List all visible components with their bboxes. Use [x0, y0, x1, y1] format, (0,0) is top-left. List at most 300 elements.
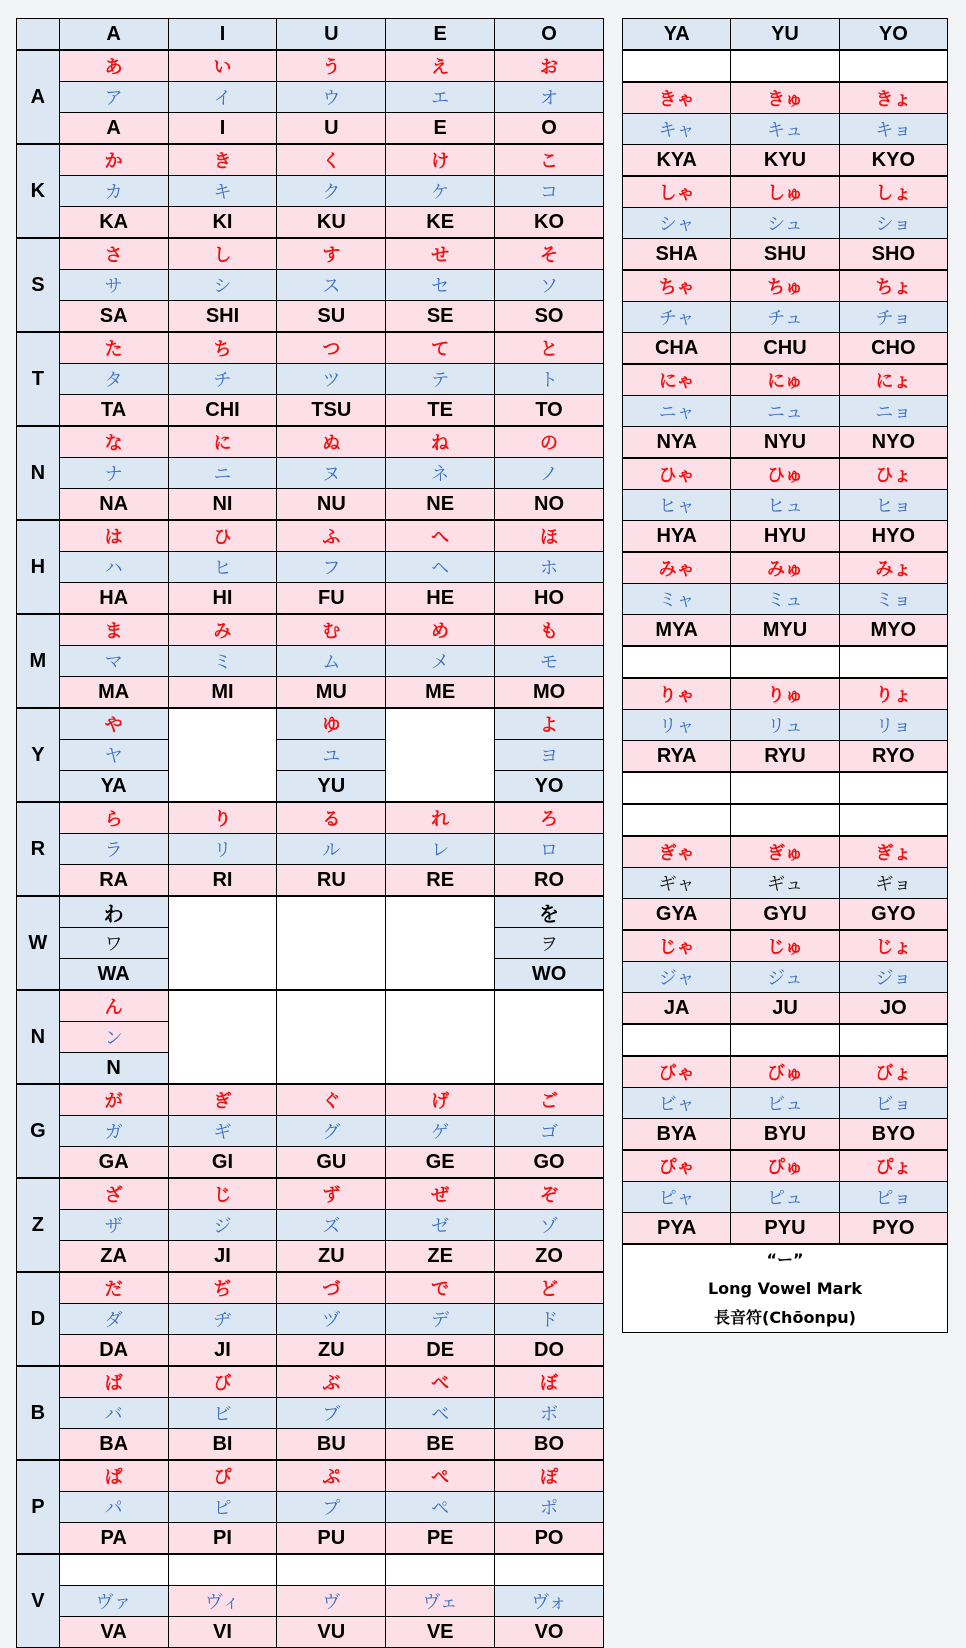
- yoon-row: [623, 868, 948, 899]
- empty-cell: [386, 990, 495, 1084]
- romaji-cell: SHI: [168, 301, 277, 333]
- katakana-cell: モ: [495, 646, 604, 677]
- hiragana-cell: い: [168, 50, 277, 82]
- yoon-romaji-cell: RYO: [839, 741, 947, 773]
- hiragana-cell: げ: [386, 1084, 495, 1116]
- romaji-cell: CHI: [168, 395, 277, 427]
- romaji-cell: MA: [59, 677, 168, 709]
- row-label: T: [17, 332, 60, 426]
- yoon-romaji-cell: MYU: [731, 615, 839, 647]
- katakana-cell: ウ: [277, 82, 386, 113]
- hiragana-cell: じ: [168, 1178, 277, 1210]
- hiragana-cell: は: [59, 520, 168, 552]
- yoon-katakana-cell: ギョ: [839, 868, 947, 899]
- yoon-row: [623, 208, 948, 239]
- hiragana-cell: ざ: [59, 1178, 168, 1210]
- yoon-row: [623, 1119, 948, 1151]
- kana-row: [17, 1523, 604, 1555]
- katakana-cell: ム: [277, 646, 386, 677]
- romaji-cell: RE: [386, 865, 495, 897]
- katakana-cell: プ: [277, 1492, 386, 1523]
- yoon-romaji-cell: SHO: [839, 239, 947, 271]
- yoon-katakana-cell: ジャ: [623, 962, 731, 993]
- yoon-hiragana-cell: ぎゃ: [623, 836, 731, 868]
- yoon-row: [623, 521, 948, 553]
- row-label: B: [17, 1366, 60, 1460]
- romaji-cell: TO: [495, 395, 604, 427]
- empty-cell: [495, 990, 604, 1084]
- yoon-hiragana-cell: びょ: [839, 1056, 947, 1088]
- romaji-cell: WA: [59, 959, 168, 991]
- row-label: K: [17, 144, 60, 238]
- hiragana-cell: ろ: [495, 802, 604, 834]
- kana-row: [17, 1460, 604, 1492]
- yoon-row: [623, 993, 948, 1025]
- yoon-hiragana-cell: びゃ: [623, 1056, 731, 1088]
- romaji-cell: KE: [386, 207, 495, 239]
- katakana-cell: ペ: [386, 1492, 495, 1523]
- empty-cell: [731, 772, 839, 804]
- yoon-katakana-cell: ジョ: [839, 962, 947, 993]
- romaji-cell: VA: [59, 1617, 168, 1648]
- kana-row: [17, 144, 604, 176]
- kana-row: [17, 1084, 604, 1116]
- yoon-row: [623, 1056, 948, 1088]
- row-label: D: [17, 1272, 60, 1366]
- kana-row: [17, 1492, 604, 1523]
- yoon-katakana-cell: ピャ: [623, 1182, 731, 1213]
- kana-row: [17, 1272, 604, 1304]
- empty-cell: [839, 1024, 947, 1056]
- yoon-romaji-cell: JU: [731, 993, 839, 1025]
- kana-row: [17, 82, 604, 113]
- long-vowel-mark-cell: [623, 1244, 948, 1333]
- yoon-katakana-cell: リャ: [623, 710, 731, 741]
- yoon-romaji-cell: NYO: [839, 427, 947, 459]
- hiragana-cell: [277, 1554, 386, 1586]
- yoon-hiragana-cell: じょ: [839, 930, 947, 962]
- hiragana-cell: た: [59, 332, 168, 364]
- empty-cell: [731, 646, 839, 678]
- hiragana-cell: ぢ: [168, 1272, 277, 1304]
- yoon-row: [623, 364, 948, 396]
- kana-row: [17, 802, 604, 834]
- empty-cell: [386, 708, 495, 802]
- yoon-katakana-cell: ギュ: [731, 868, 839, 899]
- yoon-katakana-cell: ビャ: [623, 1088, 731, 1119]
- empty-cell: [168, 990, 277, 1084]
- romaji-cell: VO: [495, 1617, 604, 1648]
- yoon-katakana-cell: チョ: [839, 302, 947, 333]
- romaji-cell: ZU: [277, 1335, 386, 1367]
- yoon-romaji-cell: HYA: [623, 521, 731, 553]
- hiragana-cell: よ: [495, 708, 604, 740]
- hiragana-cell: ぱ: [59, 1460, 168, 1492]
- yoon-row: [623, 1088, 948, 1119]
- katakana-cell: ヴェ: [386, 1586, 495, 1617]
- hiragana-cell: ね: [386, 426, 495, 458]
- corner-cell: [17, 19, 60, 51]
- romaji-cell: ZO: [495, 1241, 604, 1273]
- vowel-header: A: [59, 19, 168, 51]
- romaji-cell: YU: [277, 771, 386, 803]
- yoon-romaji-cell: GYO: [839, 899, 947, 931]
- header-row: [623, 19, 948, 51]
- kana-row: [17, 426, 604, 458]
- vowel-header: I: [168, 19, 277, 51]
- hiragana-cell: [59, 1554, 168, 1586]
- empty-cell: [623, 772, 731, 804]
- empty-cell: [839, 50, 947, 82]
- yoon-katakana-cell: ミョ: [839, 584, 947, 615]
- katakana-cell: セ: [386, 270, 495, 301]
- romaji-cell: YO: [495, 771, 604, 803]
- yoon-katakana-cell: チャ: [623, 302, 731, 333]
- empty-cell: [623, 804, 731, 836]
- yoon-romaji-cell: NYA: [623, 427, 731, 459]
- hiragana-cell: み: [168, 614, 277, 646]
- yoon-hiragana-cell: ぎゅ: [731, 836, 839, 868]
- yoon-katakana-cell: ミャ: [623, 584, 731, 615]
- hiragana-cell: も: [495, 614, 604, 646]
- empty-cell: [623, 1024, 731, 1056]
- kana-row: [17, 990, 604, 1022]
- yoon-katakana-cell: ギャ: [623, 868, 731, 899]
- romaji-cell: TA: [59, 395, 168, 427]
- hiragana-cell: す: [277, 238, 386, 270]
- yoon-row: [623, 82, 948, 114]
- yoon-hiragana-cell: にょ: [839, 364, 947, 396]
- katakana-cell: バ: [59, 1398, 168, 1429]
- romaji-cell: WO: [495, 959, 604, 991]
- romaji-cell: SA: [59, 301, 168, 333]
- romaji-cell: I: [168, 113, 277, 145]
- hiragana-cell: ぶ: [277, 1366, 386, 1398]
- katakana-cell: ノ: [495, 458, 604, 489]
- yoon-katakana-cell: シャ: [623, 208, 731, 239]
- kana-row: [17, 1335, 604, 1367]
- katakana-cell: フ: [277, 552, 386, 583]
- katakana-cell: ク: [277, 176, 386, 207]
- hiragana-cell: ん: [59, 990, 168, 1022]
- yoon-hiragana-cell: ひゅ: [731, 458, 839, 490]
- katakana-cell: デ: [386, 1304, 495, 1335]
- katakana-cell: ソ: [495, 270, 604, 301]
- yoon-row: [623, 490, 948, 521]
- yoon-katakana-cell: ニュ: [731, 396, 839, 427]
- romaji-cell: RA: [59, 865, 168, 897]
- yoon-romaji-cell: HYU: [731, 521, 839, 553]
- romaji-cell: ZU: [277, 1241, 386, 1273]
- hiragana-cell: に: [168, 426, 277, 458]
- romaji-cell: MU: [277, 677, 386, 709]
- katakana-cell: ニ: [168, 458, 277, 489]
- yoon-romaji-cell: MYA: [623, 615, 731, 647]
- yoon-hiragana-cell: みょ: [839, 552, 947, 584]
- yoon-romaji-cell: PYU: [731, 1213, 839, 1245]
- katakana-cell: ゾ: [495, 1210, 604, 1241]
- empty-cell: [277, 990, 386, 1084]
- hiragana-cell: ず: [277, 1178, 386, 1210]
- hiragana-cell: ぷ: [277, 1460, 386, 1492]
- romaji-cell: YA: [59, 771, 168, 803]
- katakana-cell: ヴィ: [168, 1586, 277, 1617]
- romaji-cell: FU: [277, 583, 386, 615]
- romaji-cell: MO: [495, 677, 604, 709]
- hiragana-cell: く: [277, 144, 386, 176]
- kana-row: [17, 50, 604, 82]
- romaji-cell: TE: [386, 395, 495, 427]
- empty-cell: [839, 772, 947, 804]
- yoon-katakana-cell: ミュ: [731, 584, 839, 615]
- yoon-katakana-cell: シュ: [731, 208, 839, 239]
- hiragana-cell: [168, 1554, 277, 1586]
- yoon-row: [623, 145, 948, 177]
- hiragana-cell: か: [59, 144, 168, 176]
- romaji-cell: HO: [495, 583, 604, 615]
- yoon-romaji-cell: RYU: [731, 741, 839, 773]
- hiragana-cell: ぼ: [495, 1366, 604, 1398]
- yoon-header: YO: [839, 19, 947, 51]
- kana-row: [17, 1617, 604, 1648]
- yoon-romaji-cell: KYO: [839, 145, 947, 177]
- hiragana-cell: ぎ: [168, 1084, 277, 1116]
- yoon-hiragana-cell: びゅ: [731, 1056, 839, 1088]
- kana-row: [17, 1429, 604, 1461]
- yoon-hiragana-cell: しゅ: [731, 176, 839, 208]
- katakana-cell: テ: [386, 364, 495, 395]
- hiragana-cell: ぽ: [495, 1460, 604, 1492]
- yoon-hiragana-cell: りゃ: [623, 678, 731, 710]
- katakana-cell: ヤ: [59, 740, 168, 771]
- hiragana-cell: あ: [59, 50, 168, 82]
- row-label: H: [17, 520, 60, 614]
- hiragana-cell: [386, 1554, 495, 1586]
- yoon-romaji-cell: CHU: [731, 333, 839, 365]
- yoon-romaji-cell: RYA: [623, 741, 731, 773]
- romaji-cell: RU: [277, 865, 386, 897]
- katakana-cell: ネ: [386, 458, 495, 489]
- empty-cell: [731, 50, 839, 82]
- yoon-romaji-cell: CHA: [623, 333, 731, 365]
- yoon-romaji-cell: SHU: [731, 239, 839, 271]
- hiragana-cell: べ: [386, 1366, 495, 1398]
- yoon-katakana-cell: ヒョ: [839, 490, 947, 521]
- katakana-cell: ヅ: [277, 1304, 386, 1335]
- katakana-cell: コ: [495, 176, 604, 207]
- yoon-row: [623, 1182, 948, 1213]
- yoon-katakana-cell: ニョ: [839, 396, 947, 427]
- katakana-cell: チ: [168, 364, 277, 395]
- romaji-cell: BA: [59, 1429, 168, 1461]
- kana-row: [17, 207, 604, 239]
- romaji-cell: JI: [168, 1241, 277, 1273]
- kana-row: [17, 458, 604, 489]
- hiragana-cell: ひ: [168, 520, 277, 552]
- katakana-cell: ガ: [59, 1116, 168, 1147]
- katakana-cell: ザ: [59, 1210, 168, 1241]
- gojuon-table: [16, 18, 604, 1648]
- hiragana-cell: [495, 1554, 604, 1586]
- kana-row: [17, 1398, 604, 1429]
- kana-row: [17, 176, 604, 207]
- yoon-hiragana-cell: りゅ: [731, 678, 839, 710]
- hiragana-cell: へ: [386, 520, 495, 552]
- empty-cell: [839, 646, 947, 678]
- romaji-cell: NU: [277, 489, 386, 521]
- kana-row: [17, 270, 604, 301]
- katakana-cell: ヴ: [277, 1586, 386, 1617]
- hiragana-cell: わ: [59, 896, 168, 928]
- empty-cell: [168, 708, 277, 802]
- romaji-cell: GO: [495, 1147, 604, 1179]
- yoon-hiragana-cell: みゅ: [731, 552, 839, 584]
- yoon-katakana-cell: キョ: [839, 114, 947, 145]
- romaji-cell: BE: [386, 1429, 495, 1461]
- katakana-cell: ベ: [386, 1398, 495, 1429]
- katakana-cell: ル: [277, 834, 386, 865]
- romaji-cell: SU: [277, 301, 386, 333]
- katakana-cell: レ: [386, 834, 495, 865]
- hiragana-cell: ぐ: [277, 1084, 386, 1116]
- katakana-cell: ロ: [495, 834, 604, 865]
- katakana-cell: ブ: [277, 1398, 386, 1429]
- yoon-katakana-cell: ビュ: [731, 1088, 839, 1119]
- romaji-cell: SE: [386, 301, 495, 333]
- kana-row: [17, 301, 604, 333]
- hiragana-cell: ち: [168, 332, 277, 364]
- kana-row: [17, 489, 604, 521]
- romaji-cell: GU: [277, 1147, 386, 1179]
- katakana-cell: ボ: [495, 1398, 604, 1429]
- yoon-row: [623, 552, 948, 584]
- row-label: R: [17, 802, 60, 896]
- hiragana-cell: ぴ: [168, 1460, 277, 1492]
- yoon-romaji-cell: NYU: [731, 427, 839, 459]
- kana-row: [17, 1178, 604, 1210]
- kana-row: [17, 238, 604, 270]
- romaji-cell: KI: [168, 207, 277, 239]
- yoon-romaji-cell: KYU: [731, 145, 839, 177]
- yoon-hiragana-cell: ひょ: [839, 458, 947, 490]
- yoon-row: [623, 741, 948, 773]
- hiragana-cell: の: [495, 426, 604, 458]
- romaji-cell: PI: [168, 1523, 277, 1555]
- hiragana-cell: る: [277, 802, 386, 834]
- yoon-katakana-cell: ジュ: [731, 962, 839, 993]
- kana-row: [17, 1554, 604, 1586]
- romaji-cell: KA: [59, 207, 168, 239]
- katakana-cell: パ: [59, 1492, 168, 1523]
- katakana-cell: キ: [168, 176, 277, 207]
- romaji-cell: N: [59, 1053, 168, 1085]
- yoon-romaji-cell: BYA: [623, 1119, 731, 1151]
- katakana-cell: ヂ: [168, 1304, 277, 1335]
- row-label: P: [17, 1460, 60, 1554]
- katakana-cell: ア: [59, 82, 168, 113]
- katakana-cell: ヘ: [386, 552, 495, 583]
- kana-row: [17, 740, 604, 771]
- kana-row: [17, 1366, 604, 1398]
- yoon-hiragana-cell: しょ: [839, 176, 947, 208]
- katakana-cell: ヲ: [495, 928, 604, 959]
- katakana-cell: ヨ: [495, 740, 604, 771]
- romaji-cell: DE: [386, 1335, 495, 1367]
- kana-row: [17, 646, 604, 677]
- kana-row: [17, 865, 604, 897]
- yoon-romaji-cell: GYA: [623, 899, 731, 931]
- romaji-cell: NA: [59, 489, 168, 521]
- yoon-row: [623, 899, 948, 931]
- romaji-cell: GI: [168, 1147, 277, 1179]
- yoon-katakana-cell: チュ: [731, 302, 839, 333]
- katakana-cell: ワ: [59, 928, 168, 959]
- katakana-cell: ビ: [168, 1398, 277, 1429]
- hiragana-cell: れ: [386, 802, 495, 834]
- hiragana-cell: せ: [386, 238, 495, 270]
- yoon-row: [623, 836, 948, 868]
- romaji-cell: DA: [59, 1335, 168, 1367]
- empty-cell: [731, 1024, 839, 1056]
- romaji-cell: HI: [168, 583, 277, 615]
- hiragana-cell: ま: [59, 614, 168, 646]
- hiragana-cell: ぜ: [386, 1178, 495, 1210]
- yoon-hiragana-cell: しゃ: [623, 176, 731, 208]
- hiragana-cell: ど: [495, 1272, 604, 1304]
- yoon-romaji-cell: JA: [623, 993, 731, 1025]
- katakana-cell: タ: [59, 364, 168, 395]
- romaji-cell: GE: [386, 1147, 495, 1179]
- yoon-hiragana-cell: にゅ: [731, 364, 839, 396]
- hiragana-cell: が: [59, 1084, 168, 1116]
- kana-row: [17, 1586, 604, 1617]
- yoon-row: [623, 239, 948, 271]
- romaji-cell: KO: [495, 207, 604, 239]
- hiragana-cell: づ: [277, 1272, 386, 1304]
- romaji-cell: JI: [168, 1335, 277, 1367]
- romaji-cell: O: [495, 113, 604, 145]
- romaji-cell: RO: [495, 865, 604, 897]
- hiragana-cell: ら: [59, 802, 168, 834]
- yoon-katakana-cell: ピュ: [731, 1182, 839, 1213]
- yoon-row: [623, 270, 948, 302]
- yoon-row: [623, 333, 948, 365]
- romaji-cell: HE: [386, 583, 495, 615]
- katakana-cell: マ: [59, 646, 168, 677]
- romaji-cell: ZA: [59, 1241, 168, 1273]
- katakana-cell: ハ: [59, 552, 168, 583]
- romaji-cell: BI: [168, 1429, 277, 1461]
- yoon-row: [623, 615, 948, 647]
- katakana-cell: ユ: [277, 740, 386, 771]
- yoon-row: [623, 302, 948, 333]
- hiragana-cell: び: [168, 1366, 277, 1398]
- hiragana-cell: け: [386, 144, 495, 176]
- romaji-cell: DO: [495, 1335, 604, 1367]
- kana-row: [17, 395, 604, 427]
- katakana-cell: オ: [495, 82, 604, 113]
- hiragana-cell: ぬ: [277, 426, 386, 458]
- hiragana-cell: ふ: [277, 520, 386, 552]
- row-label: A: [17, 50, 60, 144]
- kana-row: [17, 708, 604, 740]
- hiragana-cell: て: [386, 332, 495, 364]
- katakana-cell: ヴォ: [495, 1586, 604, 1617]
- header-row: [17, 19, 604, 51]
- katakana-cell: ヴァ: [59, 1586, 168, 1617]
- romaji-cell: HA: [59, 583, 168, 615]
- romaji-cell: VU: [277, 1617, 386, 1648]
